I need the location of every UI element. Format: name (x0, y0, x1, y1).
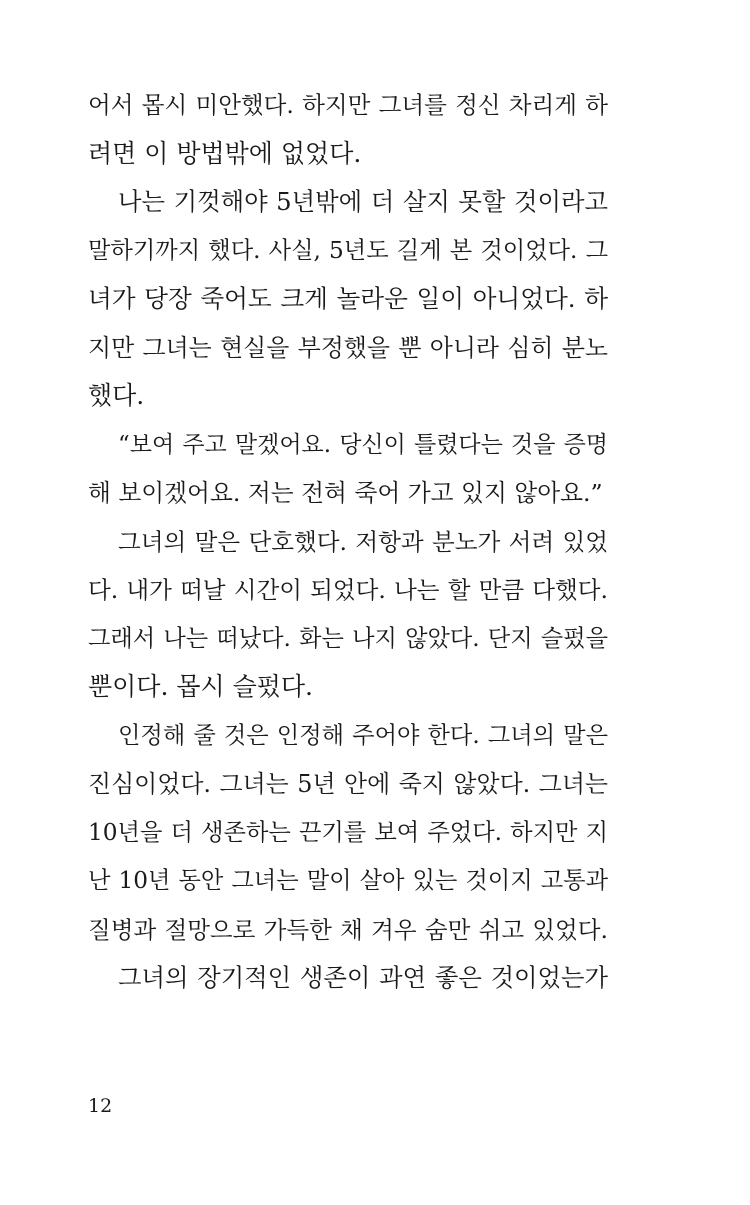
text-line: 어서 몹시 미안했다. 하지만 그녀를 정신 차리게 하 (88, 91, 608, 119)
text-line: 진심이었다. 그녀는 5년 안에 죽지 않았다. 그녀는 (88, 770, 608, 798)
text-line: 했다. (88, 381, 145, 410)
text-line: 려면 이 방법밖에 없었다. (88, 138, 362, 168)
text-line: “보여 주고 말겠어요. 당신이 틀렸다는 것을 증명 (118, 431, 608, 458)
text-line: 인정해 줄 것은 인정해 주어야 한다. 그녀의 말은 (118, 721, 608, 749)
text-line: 나는 기껏해야 5년밖에 더 살지 못할 것이라고 (118, 187, 608, 216)
text-line: 뿐이다. 몹시 슬펐다. (88, 672, 313, 701)
text-line: 녀가 당장 죽어도 크게 놀라운 일이 아니었다. 하 (88, 284, 608, 313)
text-line: 10년을 더 생존하는 끈기를 보여 주었다. 하지만 지 (88, 818, 608, 846)
text-line: 지만 그녀는 현실을 부정했을 뿐 아니라 심히 분노 (88, 333, 608, 362)
page-number: 12 (88, 1095, 113, 1117)
text-line: 다. 내가 떠날 시간이 되었다. 나는 할 만큼 다했다. (88, 576, 608, 604)
text-line: 그녀의 장기적인 생존이 과연 좋은 것이었는가 (118, 963, 608, 992)
body-text (88, 81, 608, 1003)
text-line: 해 보이겠어요. 저는 전혀 죽어 가고 있지 않아요.” (88, 479, 603, 507)
text-line: 그래서 나는 떠났다. 화는 나지 않았다. 단지 슬펐을 (88, 624, 608, 652)
text-line: 말하기까지 했다. 사실, 5년도 길게 본 것이었다. 그 (88, 236, 608, 264)
text-line: 질병과 절망으로 가득한 채 겨우 숨만 쉬고 있었다. (88, 915, 608, 944)
text-line: 난 10년 동안 그녀는 말이 살아 있는 것이지 고통과 (88, 867, 608, 894)
text-line: 그녀의 말은 단호했다. 저항과 분노가 서려 있었 (118, 527, 608, 556)
